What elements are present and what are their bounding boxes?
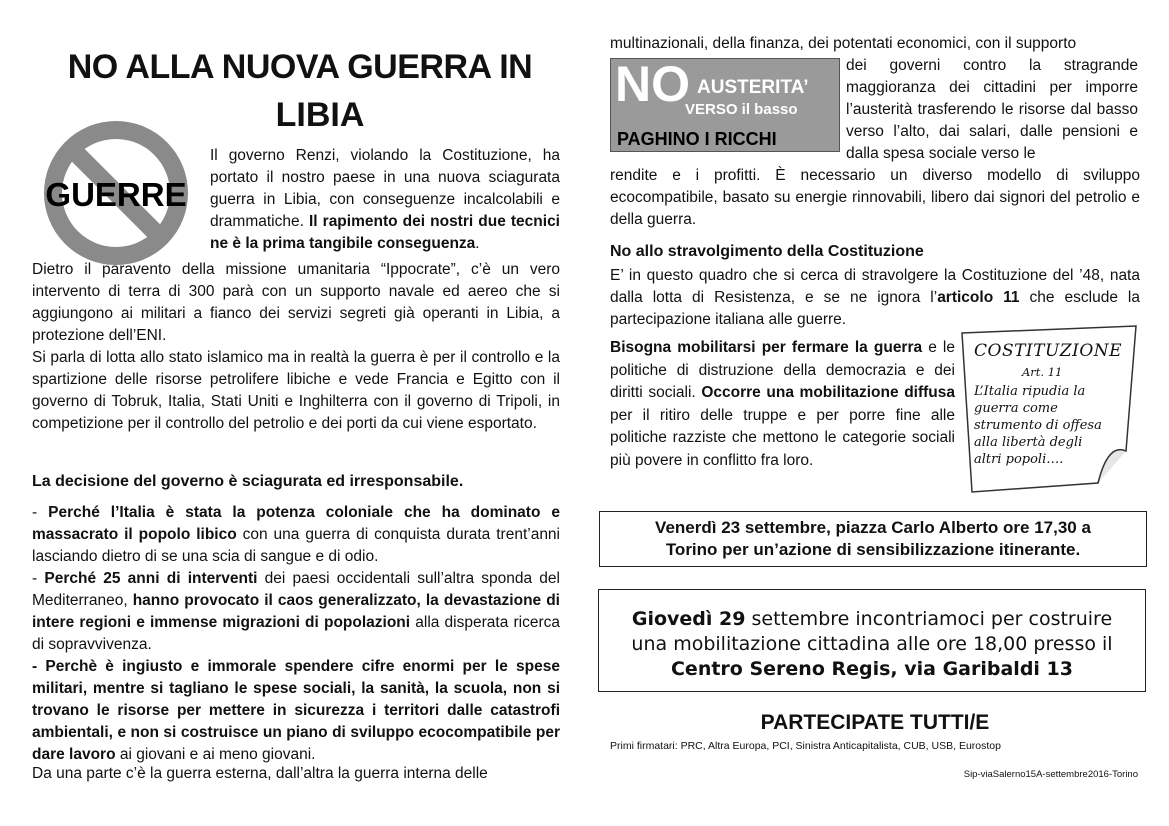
giovedi-text: settembre incontriamoci per costruire — [745, 608, 1113, 630]
bullet: - — [32, 570, 45, 587]
giovedi-line1 — [599, 607, 1145, 632]
list-item-text: ai giovani e ai meno giovani. — [115, 746, 316, 763]
decisione-heading: La decisione del governo è sciagurata ed irresponsabile. — [32, 473, 464, 490]
footer-code: Sip-viaSalerno15A-settembre2016-Torino — [963, 769, 1138, 780]
note-line: alla libertà degli — [974, 435, 1083, 450]
costituzione-text: E’ in questo quadro che si cerca di stravolgere la Costituzione del ’48, nata dalla lotta di Resistenza, e se ne ignora l’ — [610, 267, 1140, 306]
list-item-text: alla disperata ricerca di sopravvivenza. — [32, 614, 560, 653]
note-line: strumento di offesa — [974, 418, 1102, 433]
guerre-text: GUERRE — [45, 176, 187, 213]
costituzione-text-end: che esclude la partecipazione italiana alle guerre. — [610, 289, 1140, 328]
note-art: Art. 11 — [1022, 365, 1063, 379]
list-item-bold: Perché 25 anni di interventi — [44, 570, 258, 587]
mobil-bold-2: Occorre una mobilitazione diffusa — [701, 384, 956, 401]
bullet: - — [32, 504, 49, 521]
list-item-text: con una guerra di conquista durata trent’anni lasciando dietro di se una scia di sangue e di odio. — [32, 526, 560, 565]
list-item-bold: - Perchè è ingiusto e immorale spendere cifre enormi per le spese militari, mentre si tagliano le spese sociali, la sanità, la scuola, non si trovano le risorse per mettere in sicurezza i territori dalle catastrofi ambientali, e non si costruisce un piano di sviluppo ecocompatibile per dare lavoro — [32, 658, 560, 763]
giovedi-line2: una mobilitazione cittadina alle ore 18,00 presso il — [631, 633, 1113, 655]
costituzione-heading: No allo stravolgimento della Costituzione — [610, 243, 924, 260]
venerdi-line2: Torino per un’azione di sensibilizzazione itinerante. — [665, 540, 1081, 559]
intro-text: Il governo Renzi, violando la Costituzione, ha portato il nostro paese in una nuova sciagurata guerra in Libia, con conseguenze incalcolabili e drammatiche. — [210, 147, 560, 230]
mobil-bold-1: Bisogna mobilitarsi per fermare la guerra — [610, 339, 923, 356]
austerita-text: AUSTERITA’ — [697, 77, 809, 98]
right-side-paragraph: dei governi contro la stragrande maggioranza dei cittadini per imporre l’austerità trasferendo le risorse dal basso verso l’alto, dai salari, dalle pensioni e dalla spesa sociale verso le — [846, 57, 1138, 162]
guerre-logo — [34, 118, 198, 268]
venerdi-event-box — [599, 511, 1147, 567]
giovedi-date: Giovedì 29 — [631, 608, 746, 630]
note-line: guerra come — [974, 401, 1058, 416]
note-body — [974, 383, 1102, 468]
no-austerita-logo — [610, 58, 840, 152]
page-title: NO ALLA NUOVA GUERRA IN — [67, 48, 533, 86]
right-top-line: multinazionali, della finanza, dei potentati economici, con il supporto — [610, 35, 1077, 52]
note-line: altri popoli…. — [974, 452, 1064, 467]
paragraph-ippocrate: Dietro il paravento della missione umanitaria “Ippocrate”, c’è un vero intervento di terra di 300 parà con un supporto navale ed aereo che si aggiungono ai militari a fianco dei servizi segreti già operanti in Libia, a protezione dell’ENI. — [32, 261, 560, 344]
list-item — [32, 502, 560, 568]
costituzione-paragraph — [610, 265, 1140, 331]
list-item-text: dei paesi occidentali sull’altra sponda del Mediterraneo, — [32, 570, 560, 609]
closing-line: Da una parte c’è la guerra esterna, dall’altra la guerra interna delle — [32, 765, 488, 782]
reasons-list — [32, 502, 560, 766]
right-continuation: rendite e i profitti. È necessario un diverso modello di sviluppo ecocompatibile, basato su energie rinnovabili, libero dai signori del petrolio e della guerra. — [610, 167, 1140, 228]
articolo-11: articolo 11 — [937, 289, 1020, 306]
paghino-text: PAGHINO I RICCHI — [617, 129, 777, 149]
list-item — [32, 568, 560, 656]
mobil-text-2: per il ritiro delle truppe e per porre fine alle politiche razziste che mettono le categorie sociali più povere in conflitto fra loro. — [610, 406, 955, 469]
note-title: COSTITUZIONE — [974, 341, 1123, 361]
intro-paragraph — [210, 145, 560, 255]
firmatari-line: Primi firmatari: PRC, Altra Europa, PCI, Sinistra Anticapitalista, CUB, USB, Eurostop — [610, 740, 1001, 752]
list-item — [32, 656, 560, 766]
partecipate-heading: PARTECIPATE TUTTI/E — [760, 711, 990, 734]
no-text: NO — [615, 56, 690, 112]
page-title-line2: LIBIA — [275, 96, 365, 134]
giovedi-event-box — [598, 589, 1146, 692]
intro-bold: Il rapimento dei nostri due tecnici ne è la prima tangibile conseguenza — [210, 213, 560, 252]
mobilitazione-paragraph — [610, 337, 955, 472]
list-item-bold: hanno provocato il caos generalizzato, la devastazione di intere regioni e immense migrazioni di popolazioni — [32, 592, 560, 631]
mobil-text-1: e le politiche di distruzione della democrazia e dei diritti sociali. — [610, 339, 955, 401]
paragraph-stato-islamico: Si parla di lotta allo stato islamico ma in realtà la guerra è per il controllo e la spartizione delle risorse petrolifere libiche e vede Francia e Egitto con il governo di Tobruk, Italia, Stati Uniti e Inghilterra con il governo di Tripoli, in competizione per il controllo del petrolio e dei porti da cui viene esportato. — [32, 349, 560, 432]
prohibition-sign-icon — [34, 118, 198, 268]
note-line: L’Italia ripudia la — [974, 384, 1086, 399]
venerdi-line1: Venerdì 23 settembre, piazza Carlo Alberto ore 17,30 a — [655, 518, 1091, 537]
costituzione-note — [960, 323, 1140, 493]
verso-text: VERSO il basso — [685, 101, 798, 118]
intro-end: . — [475, 235, 480, 252]
list-item-bold: Perché l’Italia è stata la potenza coloniale che ha dominato e massacrato il popolo libico — [32, 504, 560, 543]
giovedi-venue: Centro Sereno Regis, via Garibaldi 13 — [670, 658, 1073, 680]
